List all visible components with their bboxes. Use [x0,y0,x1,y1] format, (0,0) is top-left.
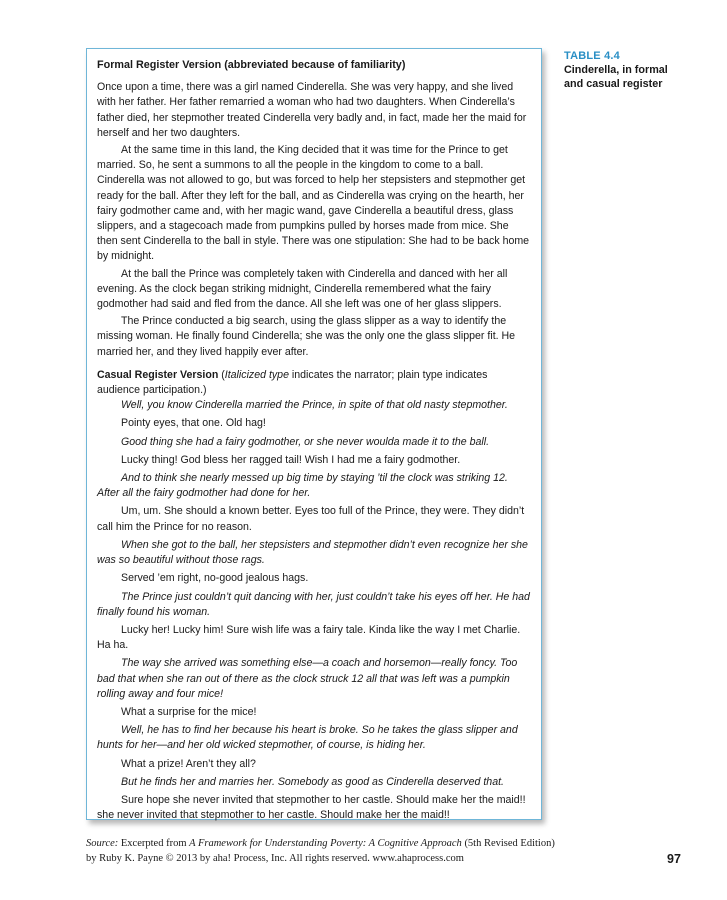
audience-line: What a prize! Aren’t they all? [121,757,256,770]
audience-line: Um, um. She should a known better. Eyes too full of the Prince, they were. They didn’t call him the Prince for no reason. [97,505,525,533]
narrator-line: Good thing she had a fairy godmother, or she never woulda made it to the ball. [121,435,490,448]
narrator-line: When she got to the ball, her stepsisters and stepmother didn’t even recognize her she was so beautiful without those rags. [97,538,528,567]
formal-paragraph: At the ball the Prince was completely taken with Cinderella and danced with her all evening. As the clock began striking midnight, Cinderella remembered what the fairy godmother had said and fled from the dance. All she left was one of her glass slippers. [97,267,508,311]
book-title: A Framework for Understanding Poverty: A Cognitive Approach [189,838,462,849]
table-sidebar [564,49,714,91]
narrator-line: Well, he has to find her because his heart is broke. So he takes the glass slipper and hunts for her—and her old wicked stepmother, of course, is hiding her. [97,724,518,752]
audience-line: Pointy eyes, that one. Old hag! [121,417,266,430]
table-label: TABLE 4.4 [564,50,620,62]
audience-line: What a surprise for the mice! [121,705,257,718]
table-caption-line: and casual register [564,78,663,90]
casual-heading: Casual Register Version (Italicized type indicates the narrator; plain type indicates audience participation.) [97,368,488,397]
audience-line: Lucky her! Lucky him! Sure wish life was a fairy tale. Kinda like the way I met Charlie. Ha ha. [97,623,521,652]
formal-paragraph: Once upon a time, there was a girl named Cinderella. She was very happy, and she lived with her father. Her father remarried a woman who had two daughters. When Cinderella’s father died, her stepmother treated Cinderella very badly and, in fact, made her the maid for herself and her two daughters. [97,81,527,139]
story-box [86,48,542,820]
source-note: Source: Excerpted from A Framework for Understanding Poverty: A Cognitive Approach (5th Revised Edition) by Ruby K. Payne © 2013 by aha! Process, Inc. All rights reserved. www.ahaprocess.com [86,838,555,864]
narrator-line: Well, you know Cinderella married the Prince, in spite of that old nasty stepmother. [121,399,508,412]
narrator-line: The Prince just couldn’t quit dancing with her, just couldn’t take his eyes off her. He had finally found his woman. [97,590,530,618]
audience-line: Sure hope she never invited that stepmother to her castle. Should make her the maid!! she never invited that stepmother to her castle. Should make her the maid!! [97,793,526,822]
page-number: 97 [667,852,681,866]
formal-paragraph: At the same time in this land, the King decided that it was time for the Prince to get married. So, he sent a summons to all the people in the kingdom to come to a ball. Cinderella was not allowed to go, but was forced to help her stepsisters and stepmother get ready for the ball. After they left for the ball, and as Cinderella was crying on the hearth, her fairy godmother came and, with her magic wand, gave Cinderella a beautiful dress, glass slippers, and a stagecoach made from pumpkins pulled by horses made from mice. She then sent Cinderella to the ball in style. There was one stipulation: She had to be back home by midnight. [97,144,530,263]
narrator-line: And to think she nearly messed up big time by staying ’til the clock was striking 12. After all the fairy godmother had done for her. [97,472,508,500]
narrator-line: The way she arrived was something else—a coach and horsemon—really foncy. Too bad that when she ran out of there as the clock struck 12 all that was left was a pumpkin rolling away and four mice! [97,657,518,700]
formal-heading: Formal Register Version (abbreviated because of familiarity) [97,59,406,71]
audience-line: Served ’em right, no-good jealous hags. [121,572,309,585]
narrator-line: But he finds her and marries her. Somebody as good as Cinderella deserved that. [121,775,504,788]
table-caption-line: Cinderella, in formal [564,64,668,76]
formal-paragraph: The Prince conducted a big search, using the glass slipper as a way to identify the missing woman. He finally found Cinderella; she was the only one the glass slipper fit. He married her, and they lived happily ever after. [97,315,516,358]
audience-line: Lucky thing! God bless her ragged tail! Wish I had me a fairy godmother. [121,453,461,466]
